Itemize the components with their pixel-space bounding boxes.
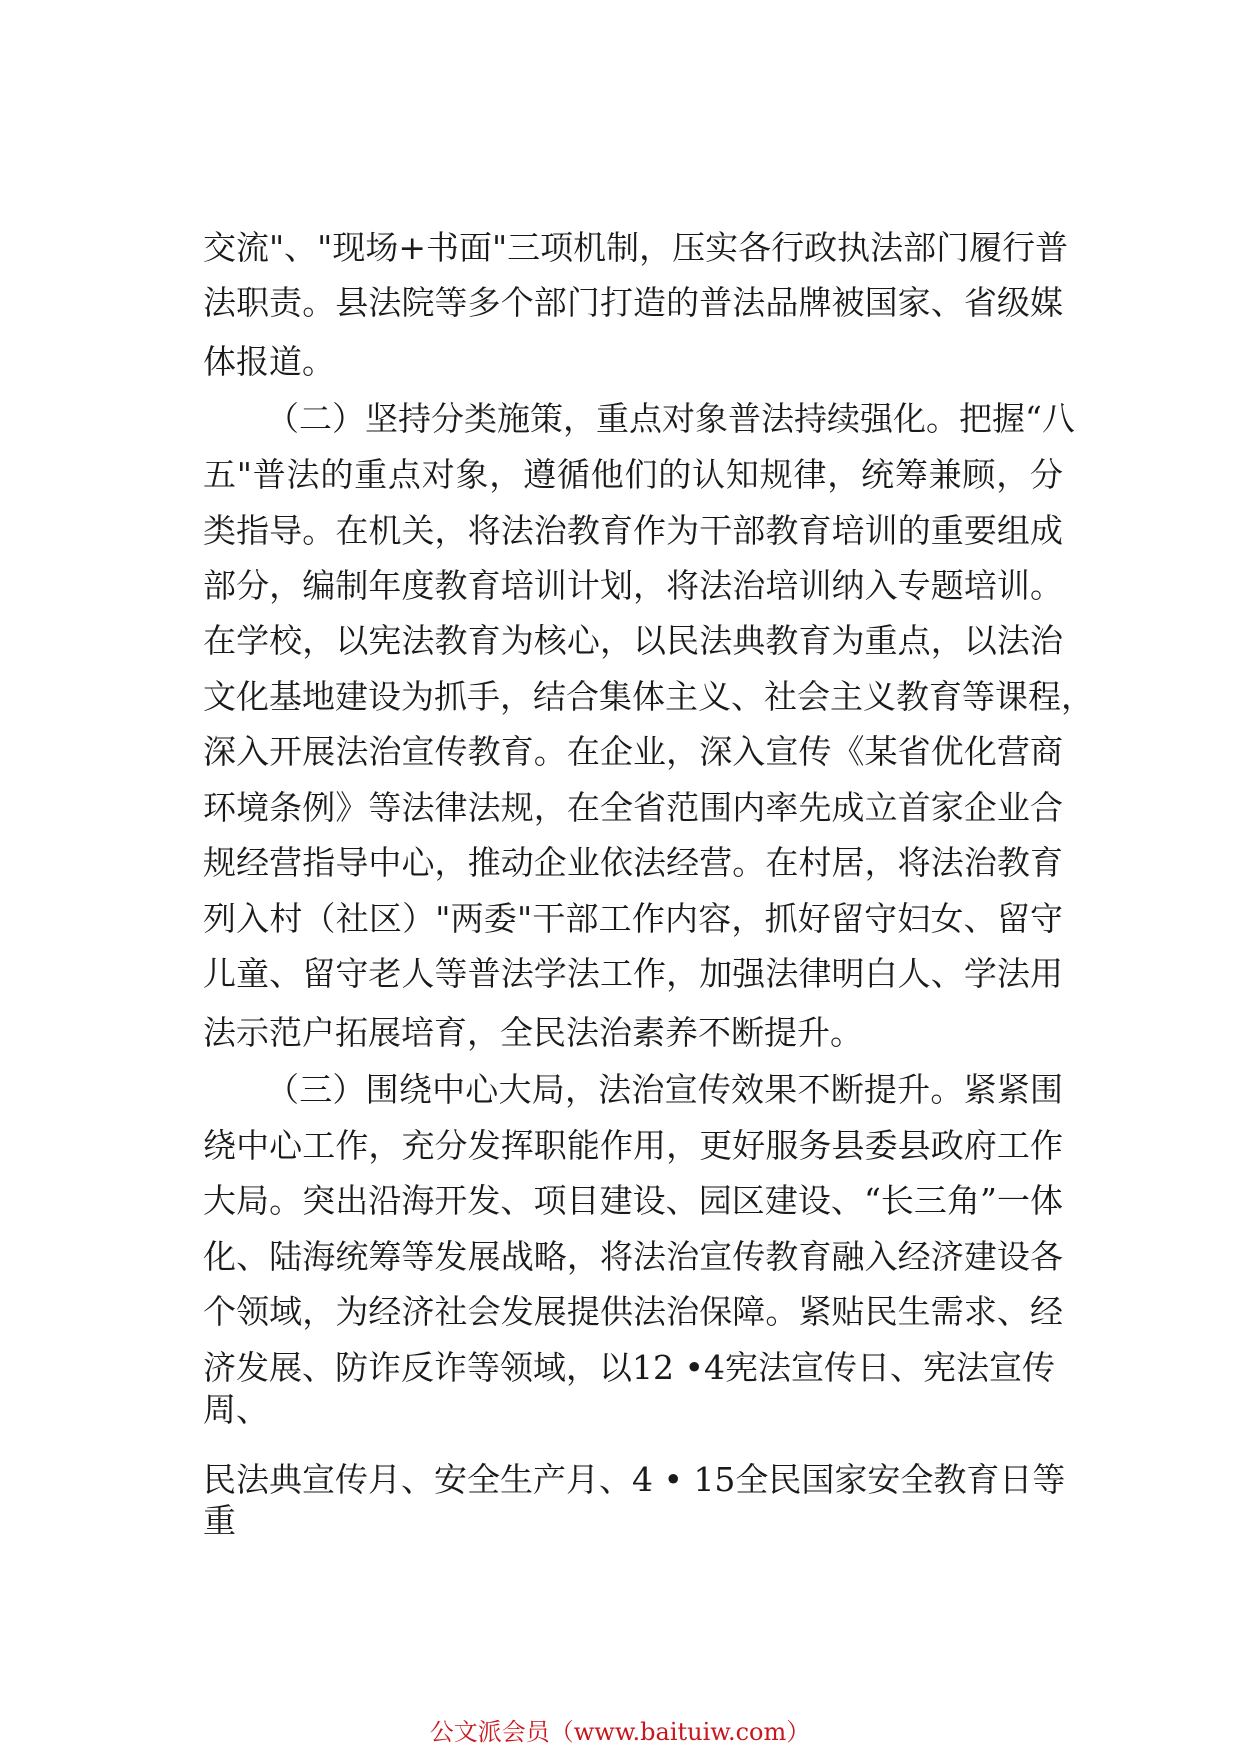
- body-line: 部分，编制年度教育培训计划，将法治培训纳入专题培训。: [203, 566, 1063, 605]
- body-line: 体报道。: [203, 342, 335, 381]
- body-line: 深入开展法治宣传教育。在企业，深入宣传《某省优化营商: [203, 732, 1063, 771]
- body-line: 重: [203, 1501, 236, 1540]
- body-line: 类指导。在机关，将法治教育作为干部教育培训的重要组成: [203, 511, 1063, 550]
- body-line: 交流"、"现场+书面"三项机制，压实各行政执法部门履行普: [203, 228, 1069, 267]
- body-line: 大局。突出沿海开发、项目建设、园区建设、“长三角”一体: [203, 1181, 1063, 1220]
- body-line: 规经营指导中心，推动企业依法经营。在村居，将法治教育: [203, 843, 1063, 882]
- body-line: 绕中心工作，充分发挥职能作用，更好服务县委县政府工作: [203, 1126, 1063, 1165]
- body-line: 文化基地建设为抓手，结合集体主义、社会主义教育等课程，: [203, 677, 1094, 716]
- body-line: 在学校，以宪法教育为核心，以民法典教育为重点，以法治: [203, 621, 1063, 660]
- body-line: 个领域，为经济社会发展提供法治保障。紧贴民生需求、经: [203, 1292, 1063, 1331]
- footer-watermark: 公文派会员（www.baituiw.com）: [429, 1718, 811, 1746]
- body-line: 济发展、防诈反诈等领域，以12 •4宪法宣传日、宪法宣传: [203, 1348, 1055, 1387]
- body-line: 化、陆海统筹等发展战略，将法治宣传教育融入经济建设各: [203, 1237, 1063, 1276]
- section-heading-line: （三）围绕中心大局，法治宣传效果不断提升。紧紧围: [266, 1070, 1063, 1109]
- body-line: 环境条例》等法律法规，在全省范围内率先成立首家企业合: [203, 788, 1063, 827]
- section-heading-line: （二）坚持分类施策，重点对象普法持续强化。把握“八: [266, 399, 1075, 438]
- body-line: 民法典宣传月、安全生产月、4 • 15全民国家安全教育日等: [203, 1460, 1066, 1499]
- body-line: 法职责。县法院等多个部门打造的普法品牌被国家、省级媒: [203, 283, 1063, 322]
- body-line: 法示范户拓展培育，全民法治素养不断提升。: [203, 1013, 863, 1052]
- body-line: 五"普法的重点对象，遵循他们的认知规律，统筹兼顾，分: [203, 455, 1063, 494]
- body-line: 周、: [203, 1390, 269, 1429]
- body-line: 儿童、留守老人等普法学法工作，加强法律明白人、学法用: [203, 954, 1063, 993]
- body-line: 列入村（社区）"两委"干部工作内容，抓好留守妇女、留守: [203, 899, 1063, 938]
